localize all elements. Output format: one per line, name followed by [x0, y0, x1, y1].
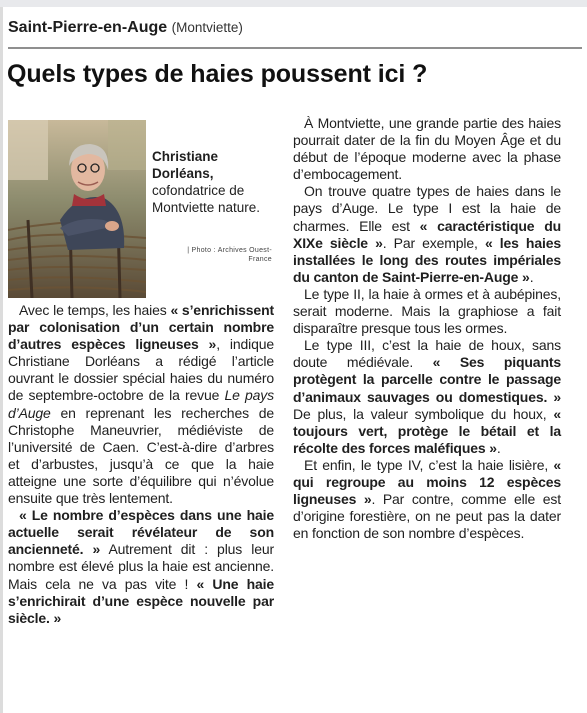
quote-text: « toujours vert, protège le bétail et la récolte des forces maléfiques » — [293, 405, 561, 456]
body-text: . Par exemple, — [382, 234, 485, 251]
kicker-place: Saint-Pierre-en-Auge — [8, 19, 168, 36]
body-text: Autrement dit : plus leur nombre est élevé plus la haie est ancienne. Mais cela ne va pas vite ! — [8, 541, 274, 592]
top-border — [0, 0, 587, 7]
location-kicker — [8, 19, 243, 37]
paragraph — [293, 457, 561, 542]
credit-line-2: France — [248, 256, 272, 263]
paragraph — [293, 115, 561, 183]
body-text: Le pays d’Auge — [8, 387, 274, 421]
photo-caption — [152, 148, 272, 216]
body-text: À Montviette, une grande partie des haies pourrait dater de la fin du Moyen Âge et du début de l’époque moderne avec la phase d’embocagement. — [293, 115, 561, 183]
body-text: . Par contre, comme elle est d’origine forestière, on ne peut pas la dater en fonction de son nombre d’espèces. — [293, 491, 562, 542]
body-text: . — [496, 439, 501, 456]
paragraph — [293, 337, 561, 457]
kicker-locality: (Montviette) — [171, 20, 243, 35]
body-text: . — [529, 268, 534, 285]
paragraph — [8, 507, 274, 627]
body-text: Et enfin, le type IV, c’est la haie lisière, — [304, 456, 554, 473]
body-text: Le type II, la haie à ormes et à aubépines, serait moderne. Mais la graphiose a fait disparaître presque tous les ormes. — [293, 285, 561, 337]
quote-text: « caractéristique du XIXe siècle » — [293, 217, 561, 251]
quote-text: « Le nombre d’espèces dans une haie actuelle serait révélateur de son ancienneté. » — [8, 507, 274, 558]
left-border — [0, 7, 3, 713]
credit-line-1: | Photo : Archives Ouest- — [187, 247, 272, 254]
body-text: On trouve quatre types de haies dans le pays d’Auge. Le type I est la haie de charmes. Elle est — [293, 183, 561, 234]
caption-name: Christiane Dorléans, — [152, 149, 219, 181]
quote-text: « s’enrichissent par colonisation d’un certain nombre d’autres espèces ligneuses » — [8, 302, 274, 353]
body-text: De plus, la valeur symbolique du houx, — [293, 405, 554, 422]
body-text: en reprenant les recherches de Christophe Maneuvrier, médiéviste de l’université de Caen. C’est-à-dire d’arbres et d’arbustes, jusqu’à ce que la haie atteigne une sorte d’équilibre qui n’évolue ensuite que très lentement. — [8, 404, 274, 507]
paragraph — [293, 183, 561, 286]
caption-role: cofondatrice de Montviette nature. — [152, 183, 261, 215]
body-text: Le type III, c’est la haie de houx, sans doute médiévale. — [293, 337, 561, 371]
quote-text: « Ses piquants protègent la parcelle contre le passage d’animaux sauvages ou domestiques. » — [293, 354, 561, 405]
quote-text: « qui regroupe au moins 12 espèces ligneuses » — [293, 456, 561, 508]
portrait-photo — [8, 120, 146, 298]
body-text: , indique Christiane Dorléans a rédigé l’article ouvrant le dossier spécial haies du numéro de septembre-octobre de la revue — [8, 336, 274, 404]
quote-text: « Une haie s’enrichirait d’une espèce nouvelle par siècle. » — [8, 575, 274, 626]
paragraph — [293, 286, 561, 337]
quote-text: « les haies installées le long des routes impériales du canton de Saint-Pierre-en-Auge » — [293, 234, 561, 285]
body-text: Avec le temps, les haies — [19, 302, 171, 318]
article-headline: Quels types de haies poussent ici ? — [7, 60, 428, 88]
paragraph — [8, 302, 274, 507]
header-rule — [8, 47, 582, 49]
article-column-left — [8, 302, 274, 627]
photo-credit — [152, 246, 272, 264]
article-column-right — [293, 115, 561, 542]
